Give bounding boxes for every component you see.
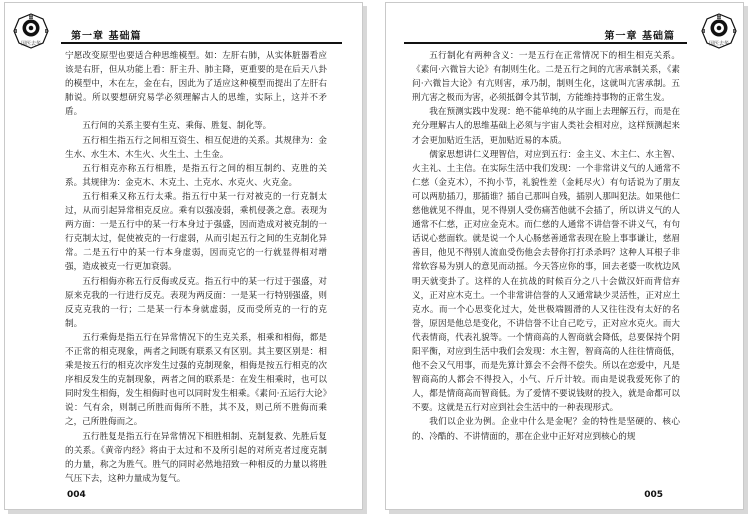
page-number: 004: [67, 490, 86, 500]
left-page: [4, 2, 363, 510]
right-page-header: [386, 11, 743, 45]
paragraph: 五行相侮亦称五行反侮或反克。指五行中的某一行过于强盛，对原来克我的一行进行反克。表现为两反面：一是某一行特别强盛，则反克克我的一行；二是某一行本身就虚弱，反而受所克的一行的克制。: [65, 276, 327, 329]
page-number: 005: [644, 490, 663, 500]
left-body-text: [65, 49, 327, 486]
chapter-title: 第一章 基础篇: [604, 31, 675, 42]
paragraph: 我们以企业为例。企业中什么是金呢？金的特性是坚硬的、核心的、冷酷的、不讲情面的，那在企业中正好对应到核心的规: [412, 417, 680, 442]
logo-text: 国医去华: [708, 41, 729, 47]
paragraph: 五行相生指五行之间相互资生、相互促进的关系。其规律为：金生水、水生木、木生火、火生土、土生金。: [65, 135, 327, 160]
right-body-text: [412, 49, 680, 444]
paragraph: 儒家思想讲仁义理智信，对应到五行：金主义、木主仁、水主智、火主礼、土主信。在实际生活中我们发现：一个非常讲义气的人通常不仁慈（金克木），不拘小节，礼貌性差（金耗尽火）有句话说为了朋友可以两肋插刀，那插谁？插自己那叫自残，插别人那叫犯法。如果他仁慈他就见不得血，见不得别人受伤痛苦他就不会插了，所以讲义气的人通常不仁慈，正对应金克木。而仁慈的人通常不讲信誉不讲义气，有句话说心慈面软。就是说一个人心肠慈善通常表现在脸上事事谦让，慈眉善目，他见不得别人流血受伤他会去替你打打杀杀吗？这种人耳根子非常软容易为别人的意见而动摇。今天答应你的事，回去老婆一吹枕边风明天就变卦了。这样的人在抗战的时候百分之八十会做汉奸而背信弃义，正对应木克土。一个非常讲信誉的人又通常缺少灵活性，正对应土克水。而一个心思变化过大，处世极端圆滑的人又往往没有太好的名誉，原因是他总是变化，不讲信誉不让自己吃亏，正对应水克火。而大代表情商，代表礼貌等。一个情商高的人智商就会降低，总要保持个阴阳平衡，对应到生活中我们会发现：水主智，智商高的人往往情商低，他不会又气用事，而是先算计算会不会得不偿失。所以在恋爱中，凡是智商高的人都会不得投入，小气、斤斤计较。而由是说我爱死你了的人，都是情商高而智商低。为了爱情不要说钱财的投入，就是命都可以不要。这就是五行对应到社会生活中的一种表现形式。: [412, 149, 680, 414]
right-page: [385, 2, 744, 510]
header-rule: [404, 42, 687, 44]
paragraph: 五行相克亦称五行相胜，是指五行之间的相互制约、克胜的关系。其规律为：金克木、木克土、土克水、水克火、火克金。: [65, 163, 327, 188]
left-page-header: [5, 11, 362, 45]
chapter-title: 第一章 基础篇: [71, 31, 142, 42]
paragraph: 五行制化有两种含义：一是五行在正常情况下的相生相克关系。《素问·六微旨大论》有制则生化。二是五行之间的亢害承制关系，《素问·六微旨大论》有亢则害，承乃制，制则生化，这就叫亢害承制。五刑亢害之极而为害，必须抵御令其节制，方能维持事物的正常生发。: [412, 51, 680, 104]
paragraph: 五行乘侮是指五行在异常情况下的生克关系，相乘和相侮，都是不正常的相克现象，两者之间既有联系又有区别。其主要区别是：相乘是按五行的相克次序发生过强的克制现象，相侮是按五行相克的次序相反发生的克制现象，两者之间的联系是：在发生相乘时，也可以同时发生相侮，发生相侮时也可以同时发生相乘。《素问·五运行大论》说：气有余，则制己所胜而侮所不胜，其不及，则己所不胜侮而乘之，己所胜侮而之。: [65, 332, 327, 428]
paragraph: 五行间的关系主要有生克、乘侮、胜复、制化等。: [82, 121, 272, 132]
paragraph: 宁愿改变原型也要适合种思维模型。如：左肝右肺，从实体脏器看应该是右肝，但从功能上看：肝主升、肺主降，更重要的是在后天八卦的模型中，木在左，金在右，因此为了适应这种模型而提出了左肝右肺说。所以要想研究易学必须理解古人的思维，实际上，这并不矛盾。: [65, 51, 327, 118]
paragraph: 五行相乘又称五行太乘。指五行中某一行对被克的一行克制太过，从而引起异常相克反应。乘有以强凌弱，乘机侵袭之意。表现为两方面：一是五行中的某一行本身过于强盛，因而造成对被克制的一行克制太过，促使被克的一行虚弱，从而引起五行之间的生克制化异常。二是五行中的某一行本身虚弱，因而克它的一行就显得相对增强，造成被克一行更加衰弱。: [65, 191, 327, 273]
paragraph: 五行胜复是指五行在异常情况下相胜相制、克制复救、先胜后复的关系。《黄帝内经》将由于太过和不及所引起的对所克者过度克制的力量，称之为胜气。胜气的同时必然地招致一种相反的力量以将胜气压下去，这种力量成为复气。: [65, 431, 327, 484]
header-rule: [61, 42, 342, 44]
paragraph: 我在预测实践中发现：绝不能单纯的从字面上去理解五行，而是在充分理解古人的思维基础上必须与宇宙人类社会相对应，这样预测起来才会更加贴近生活，更加贴近易的本质。: [412, 107, 680, 146]
logo-text: 国医去华: [20, 41, 41, 47]
